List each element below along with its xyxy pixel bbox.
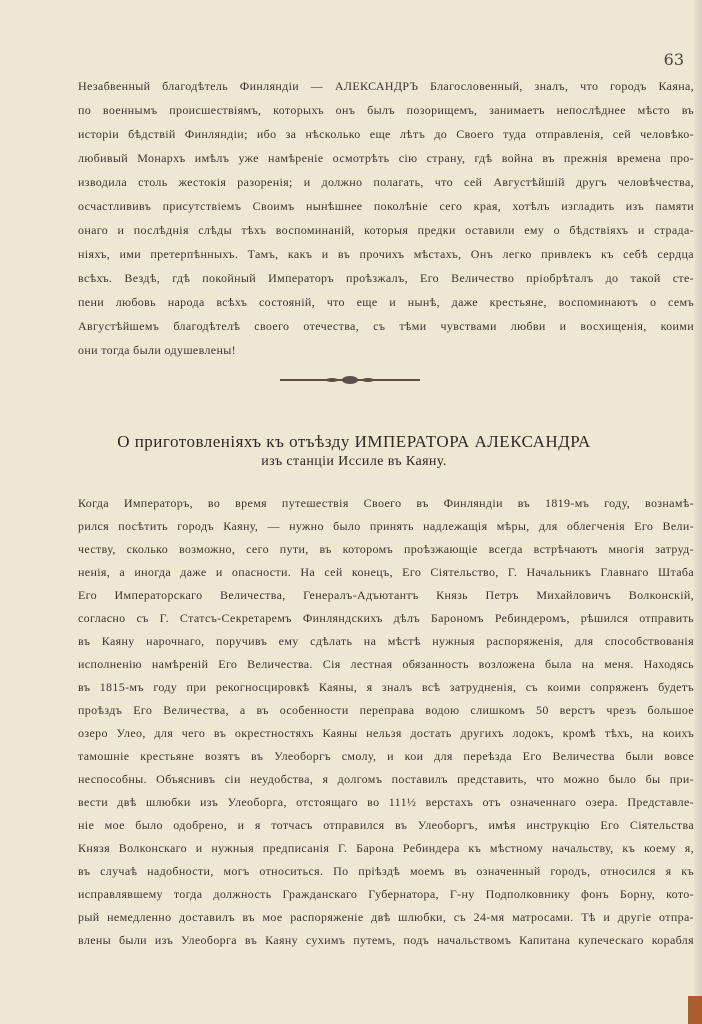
paragraph-line: онаго и послѣднія слѣды тѣхъ воспоминаній, которыя предки оставили ему о бѣдствіяхъ и страда- bbox=[78, 223, 694, 237]
paragraph-line: изводила столь жестокія разоренія; и должно полагать, что сей Августѣйшій другъ человѣчества, bbox=[78, 175, 694, 189]
paragraph-line: всѣхъ. Вездѣ, гдѣ покойный Императоръ проѣзжалъ, Его Величество пріобрѣталъ до такой сте- bbox=[78, 271, 694, 285]
paragraph-line: проѣздъ Его Величества, а въ особенности переправа водою слишкомъ 50 верстъ чрезъ большое bbox=[78, 703, 694, 717]
paragraph-line: неспособны. Объяснивъ сіи неудобства, я долгомъ поставилъ представить, что можно было бы при- bbox=[78, 772, 694, 786]
paragraph-line: честву, сколько возможно, сего пути, въ которомъ проѣзжающіе всегда встрѣчаютъ многія затруд- bbox=[78, 542, 694, 556]
paragraph-line: исправлявшему тогда должность Гражданскаго Губернатора, Г-ну Подполковнику фонъ Борну, кото- bbox=[78, 887, 694, 901]
paragraph-line: по военнымъ происшествіямъ, которыхъ онъ былъ позорищемъ, занимаетъ непослѣднее мѣсто въ bbox=[78, 103, 694, 117]
paragraph-line: Августѣйшемъ благодѣтелѣ своего отечества, съ тѣми чувствами любви и восхищенія, коими bbox=[78, 319, 694, 333]
paragraph-line: рился посѣтить городъ Каяну, — нужно было принять надлежащія мѣры, для облегченія Его Вели- bbox=[78, 519, 694, 533]
page-edge-shadow bbox=[694, 0, 702, 1024]
paragraph-line: вести двѣ шлюбки изъ Улеоборга, отстоящаго во 111½ верстахъ отъ означеннаго озера. Представле- bbox=[78, 795, 694, 809]
paragraph-line: они тогда были одушевлены! bbox=[78, 343, 236, 357]
section-title: О приготовленіяхъ къ отъѣзду ИМПЕРАТОРА АЛЕКСАНДРА bbox=[117, 432, 591, 451]
paragraph-line: Когда Императоръ, во время путешествія Своего въ Финляндіи въ 1819-мъ году, вознамѣ- bbox=[78, 496, 694, 510]
paragraph-line: рый немедленно доставилъ въ мое распоряженіе двѣ шлюбки, съ 24-мя матросами. Тѣ и другіе отпра- bbox=[78, 910, 694, 924]
paragraph-line: въ 1815-мъ году при рекогносцировкѣ Каяны, я зналъ всѣ затрудненія, съ коими сопряженъ будетъ bbox=[78, 680, 694, 694]
paragraph-line: Князя Волконскаго и нужныя предписанія Г. Барона Ребиндера къ мѣстному начальству, къ коему я, bbox=[78, 841, 694, 855]
page-number: 63 bbox=[663, 50, 684, 69]
binding-corner bbox=[688, 996, 702, 1024]
paragraph-line: осчастлививъ присутствіемъ Своимъ нынѣшнее поколѣніе сего края, хотѣлъ изгладить изъ памяти bbox=[78, 199, 694, 213]
paragraph-line: согласно съ Г. Статсъ-Секретаремъ Финляндскихъ дѣлъ Барономъ Ребиндеромъ, рѣшился отправить bbox=[78, 611, 694, 625]
paragraph-line: озеро Улео, для чего въ окрестностяхъ Каяны нельзя достать другихъ лодокъ, кромѣ тѣхъ, на коихъ bbox=[78, 726, 694, 740]
paragraph-line: исторіи бѣдствій Финляндіи; ибо за нѣсколько еще лѣтъ до Своего туда отправленія, сей человѣко- bbox=[78, 127, 694, 141]
paragraph-line: въ Каяну нарочнаго, поручивъ ему сдѣлать на мѣстѣ нужныя распоряженія, для способствованія bbox=[78, 634, 694, 648]
paragraph-line: ніяхъ, ими претерпѣнныхъ. Тамъ, какъ и въ прочихъ мѣстахъ, Онъ легко привлекъ къ себѣ сердца bbox=[78, 247, 694, 261]
paragraph-line: Его Императорскаго Величества, Генералъ-Адъютантъ Князь Петръ Михайловичъ Волконскій, bbox=[78, 588, 694, 602]
paragraph-line: тамошніе крестьяне возятъ въ Улеоборгъ смолу, и кои для переѣзда Его Величества были вовсе bbox=[78, 749, 694, 763]
paragraph-line: влены были изъ Улеоборга въ Каяну сухимъ путемъ, подъ начальствомъ Капитана купеческаго корабля bbox=[78, 933, 694, 947]
paragraph-line: пени любовь народа всѣхъ состояній, что еще и нынѣ, даже крестьяне, воспоминаютъ о семъ bbox=[78, 295, 694, 309]
paragraph-line: ніе мое было одобрено, и я тотчасъ отправился въ Улеоборгъ, имѣя инструкцію Его Сіятельства bbox=[78, 818, 694, 832]
paragraph-line: въ случаѣ надобности, могъ относиться. По пріѣздѣ моемъ въ означенный городъ, относился я къ bbox=[78, 864, 694, 878]
paragraph-line: ненія, а иногда даже и опасности. На сей конецъ, Его Сіятельство, Г. Начальникъ Главнаго Штаба bbox=[78, 565, 694, 579]
section-subtitle: изъ станціи Иссиле въ Каяну. bbox=[261, 454, 447, 469]
paragraph-line: любивый Монархъ имѣлъ уже намѣреніе осмотрѣть сію страну, гдѣ война въ прежнія времена про- bbox=[78, 151, 694, 165]
paragraph-line: исполненію намѣреній Его Величества. Сія лестная обязанность возложена была на меня. Находясь bbox=[78, 657, 694, 671]
paragraph-line: Незабвенный благодѣтель Финляндіи — АЛЕКСАНДРЪ Благословенный, зналъ, что городъ Каяна, bbox=[78, 79, 694, 93]
ornamental-divider bbox=[280, 374, 420, 386]
